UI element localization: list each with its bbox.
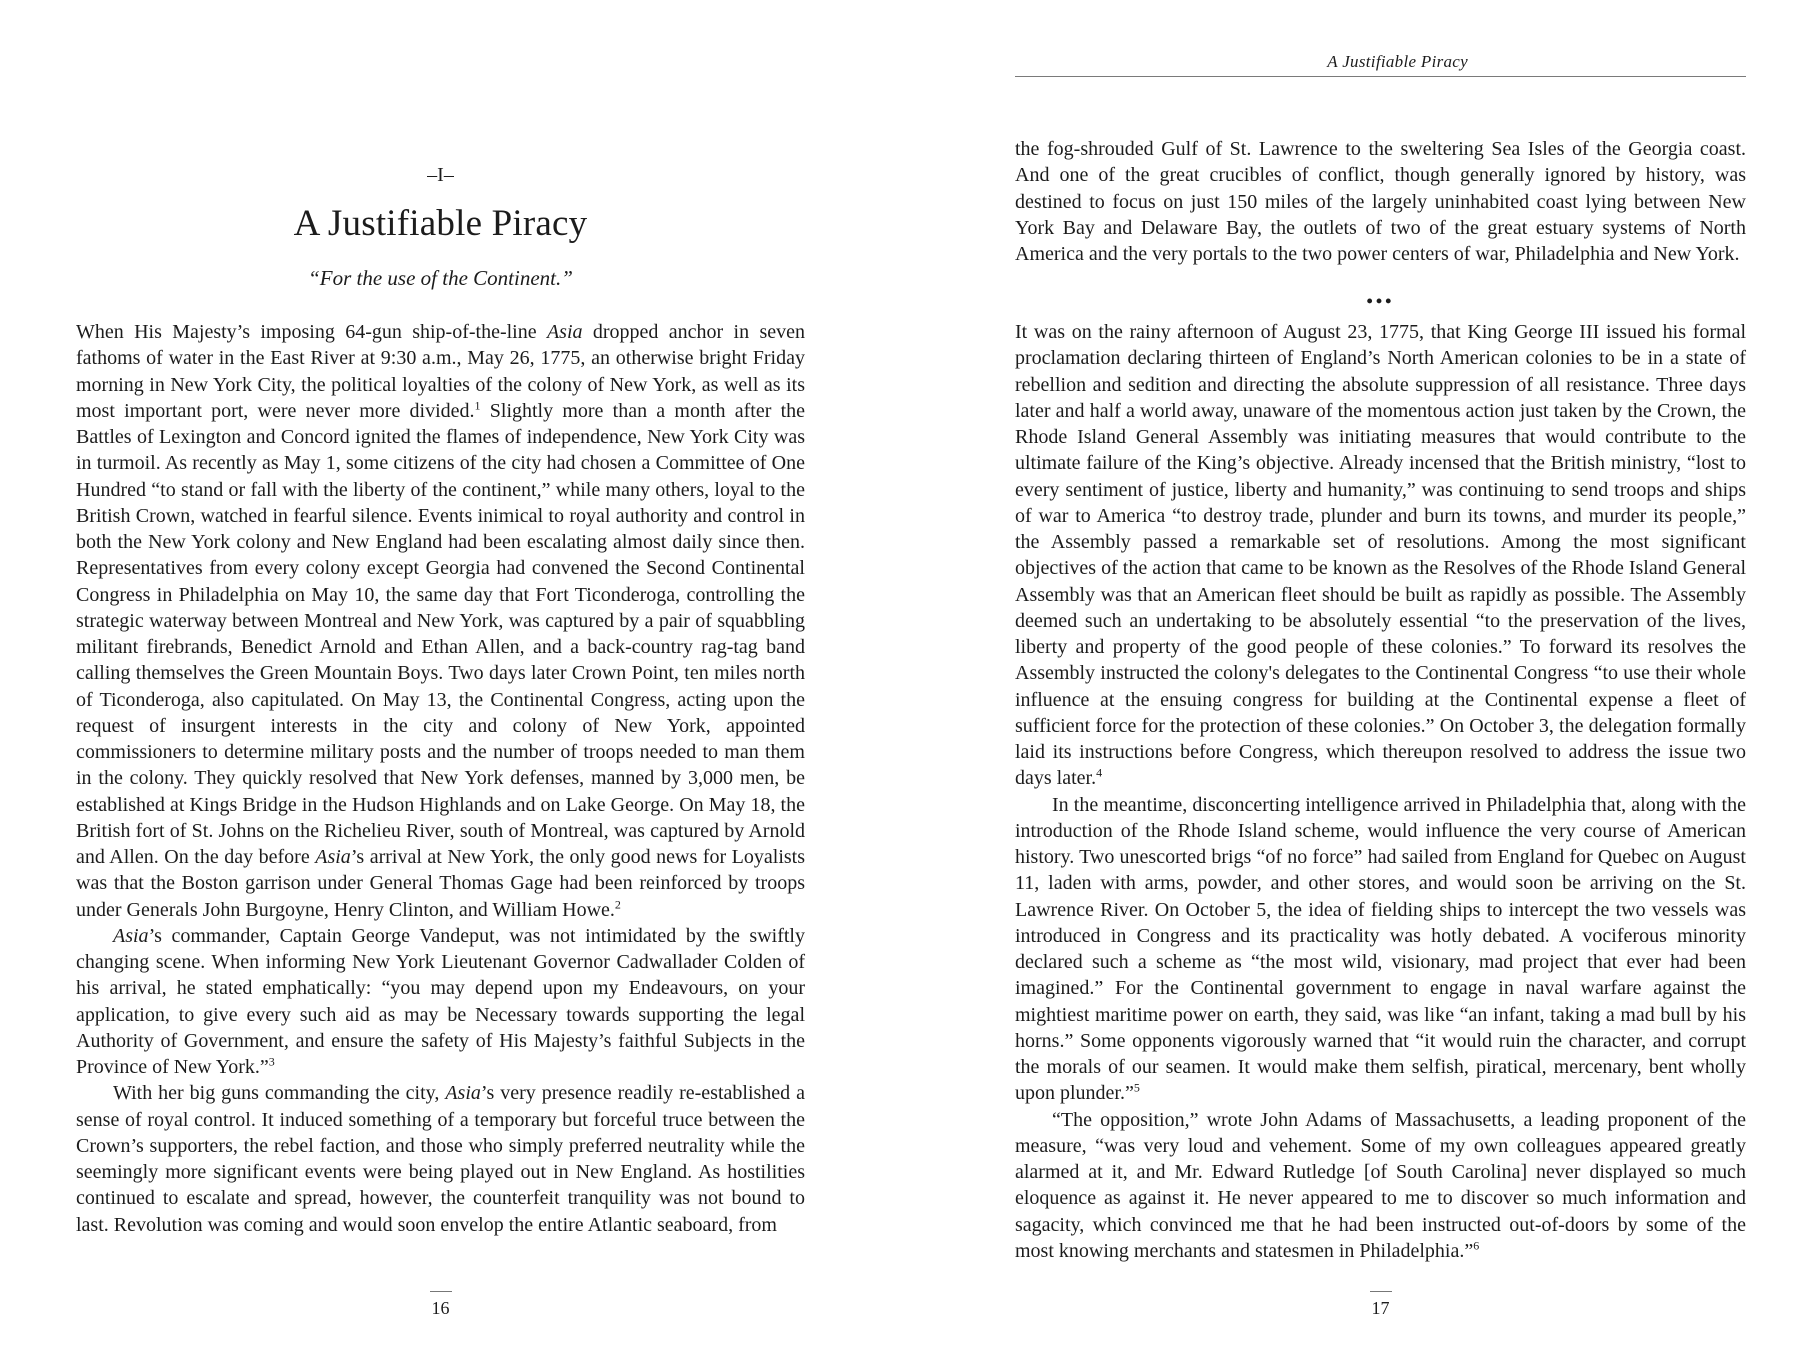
- right-body-continuation: [1015, 136, 1746, 267]
- page-number-left: 16: [76, 1291, 805, 1319]
- right-page: [1015, 0, 1746, 1350]
- paragraph: It was on the rainy afternoon of August 23, 1775, that King George III issued his formal proclamation declaring thirteen of England’s North American colonies to be in a state of rebellion and sedition and directing the absolute suppression of all resistance. Three days later and half a world away, unaware of the momentous action just taken by the Crown, the Rhode Island General Assembly was initiating measures that would contribute to the ultimate failure of the King’s objective. Already incensed that the British ministry, “lost to every sentiment of justice, liberty and humanity,” was continuing to send troops and ships of war to America “to destroy trade, plunder and burn its towns, and murder its people,” the Assembly passed a remarkable set of resolutions. Among the most significant objectives of the action that came to be known as the Resolves of the Rhode Island General Assembly was that an American fleet should be built as rapidly as possible. The Assembly deemed such an undertaking to be absolutely essential “to the preservation of the lives, liberty and property of the good people of these colonies.” To forward its resolves the Assembly instructed the colony's delegates to the Continental Congress “to use their whole influence at the ensuing congress for building at the Continental expense a fleet of sufficient force for the protection of these colonies.” On October 3, the delegation formally laid its instructions before Congress, which thereupon resolved to address the issue two days later.$^4$: [1015, 321, 1746, 790]
- section-separator: •••: [1366, 291, 1395, 311]
- footnote-marker[interactable]: 1: [474, 398, 481, 413]
- paragraph: the fog-shrouded Gulf of St. Lawrence to the sweltering Sea Isles of the Georgia coast. And one of the great crucibles of conflict, though generally ignored by history, was destined to focus on just 150 miles of the largely uninhabited coast lying between New York Bay and Delaware Bay, the outlets of two of the great estuary systems of North America and the very portals to the two power centers of war, Philadelphia and New York.: [1015, 138, 1746, 265]
- paragraph: Asia’s commander, Captain George Vandeput, was not intimidated by the swiftly changing scene. When informing New York Lieutenant Governor Cadwallader Colden of his arrival, he stated emphatically: “you may depend upon my Endeavours, on your application, to give every such aid as may be Necessary towards supporting the legal Authority of Government, and ensure the safety of His Majesty’s faithful Subjects in the Province of New York.”$^3$: [76, 924, 805, 1078]
- footnote-marker[interactable]: 2: [614, 896, 621, 911]
- paragraph: In the meantime, disconcerting intelligence arrived in Philadelphia that, along with the introduction of the Rhode Island scheme, would influence the very course of American history. Two unescorted brigs “of no force” had sailed from England for Quebec on August 11, laden with arms, powder, and other stores, and would soon be arriving on the St. Lawrence River. On October 5, the idea of fielding ships to intercept the two vessels was introduced in Congress and its practicality was hotly debated. A vociferous minority declared such a scheme as “the most wild, visionary, mad project that ever had been imagined.” For the Continental government to engage in naval warfare against the mightiest maritime power on earth, they said, was like “an infant, taking a mad bull by his horns.” Some opponents vigorously warned that “it would ruin the character, and corrupt the morals of our seamen. It would make them selfish, piratical, mercenary, bent wholly upon plunder.”$^5$: [1015, 793, 1746, 1105]
- running-head: A Justifiable Piracy: [1015, 50, 1746, 77]
- chapter-number: –I–: [427, 164, 454, 186]
- left-page: [76, 0, 805, 1350]
- folio-rule: [430, 1291, 452, 1292]
- folio-rule: [1370, 1291, 1392, 1292]
- right-body-text: [1015, 319, 1746, 1264]
- paragraph: With her big guns commanding the city, Asia’s very presence readily re-established a sense of royal control. It induced something of a temporary but forceful truce between the Crown’s supporters, the rebel faction, and those who simply preferred neutrality while the seemingly more significant events were being played out in New England. As hostilities continued to escalate and spread, however, the counterfeit tranquility was not bound to last. Revolution was coming and would soon envelop the entire Atlantic seaboard, from: [76, 1082, 806, 1236]
- footnote-marker[interactable]: 3: [268, 1054, 275, 1069]
- chapter-title: A Justifiable Piracy: [293, 203, 588, 244]
- left-body-text: [76, 319, 805, 1238]
- footnote-marker[interactable]: 6: [1473, 1238, 1480, 1253]
- chapter-epigraph: “For the use of the Continent.”: [308, 266, 573, 290]
- footnote-marker[interactable]: 5: [1133, 1080, 1140, 1095]
- paragraph: When His Majesty’s imposing 64-gun ship-of-the-line Asia dropped anchor in seven fathoms of water in the East River at 9:30 a.m., May 26, 1775, an otherwise bright Friday morning in New York City, the political loyalties of the colony of New York, as well as its most important port, were never more divided.$^1$ Slightly more than a month after the Battles of Lexington and Concord ignited the flames of independence, New York City was in turmoil. As recently as May 1, some citizens of the city had chosen a Committee of One Hundred “to stand or fall with the liberty of the continent,” while many others, loyal to the British Crown, watched in fearful silence. Events inimical to royal authority and control in both the New York colony and New England had been escalating almost daily since then. Representatives from every colony except Georgia had convened the Second Continental Congress in Philadelphia on May 10, the same day that Fort Ticonderoga, controlling the strategic waterway between Montreal and New York, was captured by a pair of squabbling militant firebrands, Benedict Arnold and Ethan Allen, and a back-country rag-tag band calling themselves the Green Mountain Boys. Two days later Crown Point, ten miles north of Ticonderoga, also capitulated. On May 13, the Continental Congress, acting upon the request of insurgent interests in the city and colony of New York, appointed commissioners to determine military posts and the number of troops needed to man them in the colony. They quickly resolved that New York defenses, manned by 3,000 men, be established at Kings Bridge in the Hudson Highlands and on Lake George. On May 18, the British fort of St. Johns on the Richelieu River, south of Montreal, was captured by Arnold and Allen. On the day before Asia’s arrival at New York, the only good news for Loyalists was that the Boston garrison under General Thomas Gage had been reinforced by troops under Generals John Burgoyne, Henry Clinton, and William Howe.$^2$: [76, 321, 806, 921]
- page-number-right: 17: [1015, 1291, 1746, 1319]
- footnote-marker[interactable]: 4: [1096, 765, 1103, 780]
- paragraph: “The opposition,” wrote John Adams of Massachusetts, a leading proponent of the measure, “was very loud and vehement. Some of my own colleagues appeared greatly alarmed at it, and Mr. Edward Rutledge [of South Carolina] never displayed so much eloquence as against it. He never appeared to me to discover so much information and sagacity, which convinced me that he had been instructed out-of-doors by some of the most knowing merchants and statesmen in Philadelphia.”$^6$: [1015, 1108, 1746, 1262]
